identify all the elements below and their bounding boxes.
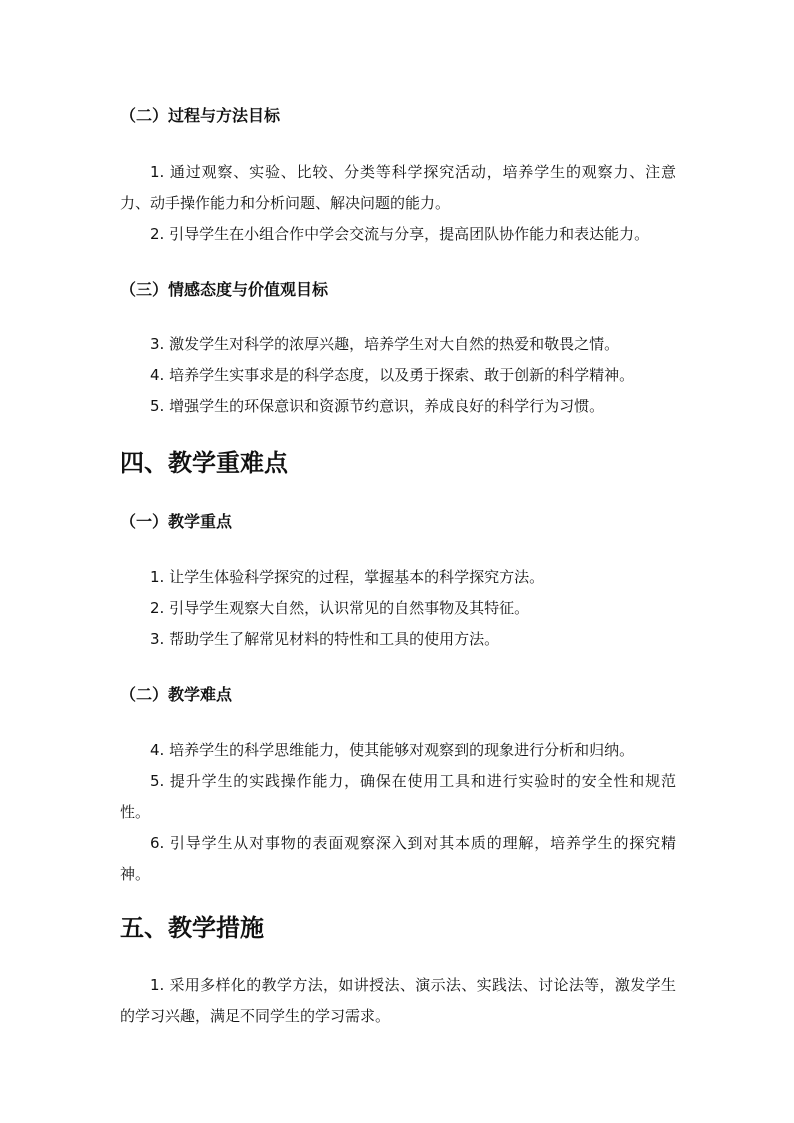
chapter-title-key-difficult-points: 四、教学重难点: [120, 449, 288, 477]
paragraph-item: 6. 引导学生从对事物的表面观察深入到对其本质的理解，培养学生的探究精神。: [120, 834, 676, 883]
chapter-title-teaching-measures: 五、教学措施: [120, 914, 264, 942]
paragraph-item: 1. 采用多样化的教学方法，如讲授法、演示法、实践法、讨论法等，激发学生的学习兴趣，满足不同学生的学习需求。: [120, 976, 676, 1025]
section-heading-teaching-difficulty: （二）教学难点: [120, 685, 233, 704]
paragraph-item: 2. 引导学生在小组合作中学会交流与分享，提高团队协作能力和表达能力。: [150, 225, 650, 243]
paragraph-item: 4. 培养学生实事求是的科学态度，以及勇于探索、敢于创新的科学精神。: [150, 366, 635, 384]
section-heading-emotion-values: （三）情感态度与价值观目标: [120, 280, 329, 299]
paragraph-item: 3. 帮助学生了解常见材料的特性和工具的使用方法。: [150, 630, 500, 648]
paragraph-item: 5. 增强学生的环保意识和资源节约意识，养成良好的科学行为习惯。: [150, 397, 605, 415]
paragraph-item: 1. 通过观察、实验、比较、分类等科学探究活动，培养学生的观察力、注意力、动手操作能力和分析问题、解决问题的能力。: [120, 163, 676, 212]
section-heading-teaching-focus: （一）教学重点: [120, 512, 233, 531]
paragraph-item: 5. 提升学生的实践操作能力，确保在使用工具和进行实验时的安全性和规范性。: [120, 772, 676, 821]
section-heading-process-method: （二）过程与方法目标: [120, 106, 281, 125]
paragraph-item: 3. 激发学生对科学的浓厚兴趣，培养学生对大自然的热爱和敬畏之情。: [150, 335, 620, 353]
paragraph-item: 2. 引导学生观察大自然，认识常见的自然事物及其特征。: [150, 599, 530, 617]
paragraph-item: 4. 培养学生的科学思维能力，使其能够对观察到的现象进行分析和归纳。: [150, 741, 635, 759]
paragraph-item: 1. 让学生体验科学探究的过程，掌握基本的科学探究方法。: [150, 568, 545, 586]
